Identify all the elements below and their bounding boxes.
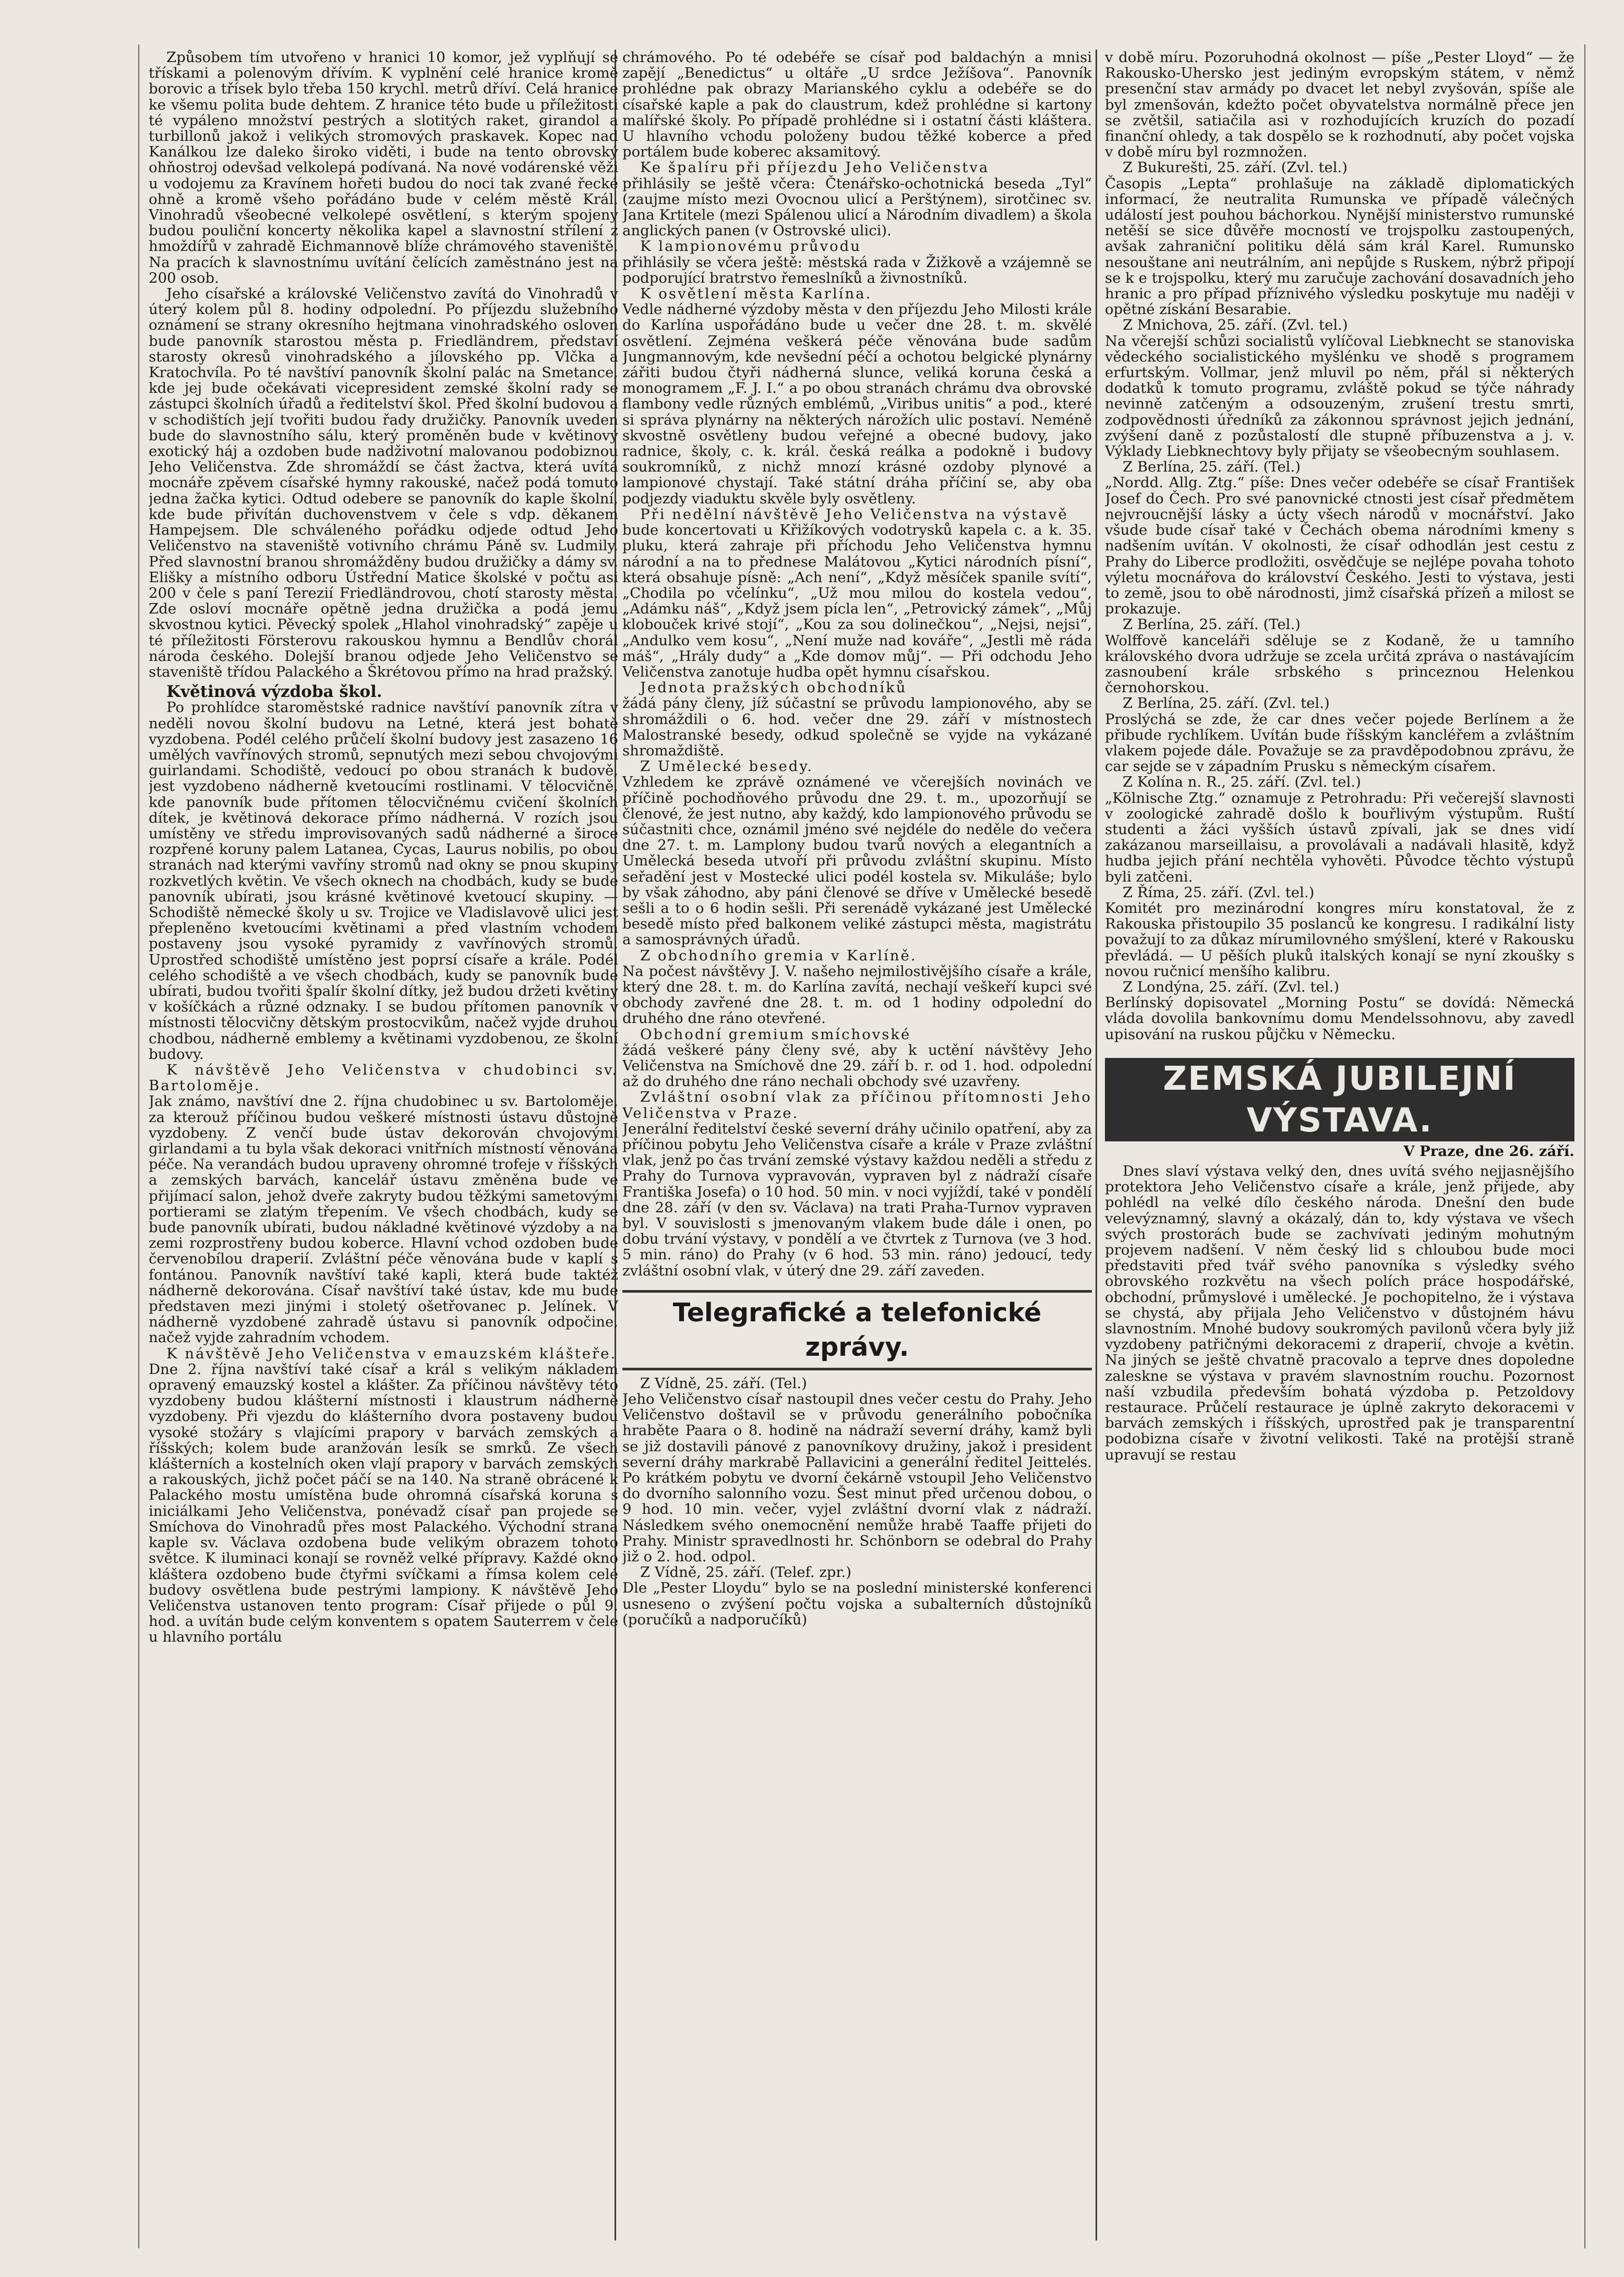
paragraph: Wolffově kanceláři sděluje se z Kodaně, že u tamního královského dvora udržuje se zcela určitá zpráva o nastávajícím zasnoubení krále srbského s princeznou Helenkou černohorskou. [1105, 632, 1574, 696]
paragraph: Proslýchá se zde, že car dnes večer pojede Berlínem a že přibude rychlíkem. Uvítán bude říšským kancléřem a zvláštním vlakem pojede dále. Považuje se za pravděpodobnou zprávu, že car sejde se v západním Prusku s německým císařem. [1105, 710, 1574, 775]
section-heading: Z Umělecké besedy. [640, 758, 814, 775]
section-heading: K návštěvě Jeho Veličenstva v emauzském klášteře. [166, 1345, 617, 1362]
section-heading: K lampionovému průvodu [640, 238, 861, 255]
paragraph: Dle „Pester Lloydu“ bylo se na poslední ministerské konferenci usneseno o zvýšení počtu vojska a subalterních důstojníků (poručíků a nadporučíků) [622, 1580, 1092, 1628]
dateline: Z Mnichova, 25. září. (Zvl. tel.) [1123, 317, 1348, 334]
paragraph: žádá pány členy, jíž súčastní se průvodu lampionového, aby se shromáždili o 6. hod. večer dne 29. září v místnostech Malostranské besedy, odkud společně se vyjde na vykázané shromaždiště. [622, 695, 1092, 759]
paragraph: přihlásily se ještě včera: Čtenářsko-ochotnická beseda „Tyl“ (zaujme místo mezi Ovocnou ulicí a Perštýnem), sirotčinec sv. Jana Krtitele (mezi Spálenou ulicí a Národním divadlem) a škola anglických panen (v Ostrovské ulici). [622, 175, 1092, 239]
exhibition-banner: ZEMSKÁ JUBILEJNÍ VÝSTAVA. [1105, 1058, 1574, 1141]
section-heading: Z obchodního gremia v Karlíně. [640, 947, 917, 964]
section-heading: Květinová výzdoba škol. [166, 682, 382, 702]
paragraph: Dne 2. října navštíví také císař a král s velikým nákladem opravený emauzský kostel a klášter. Za příčinou návštěvy této vyzdobeny budou klášterní místnosti i klaustrum nádherně vyzdobeny. Při vjezdu do klášterního dvora postaveny budou vysoké stožáry s vlajícími prapory v barvách zemských a říšských; kolem bude aranžován lesík se smrků. Ze všech klášterních a kostelních oken vlají prapory v barvách zemských a rakouských, jichž počet páčí se na 140. Na straně obrácené k Palackého mostu umístěna bude ohromná císařská koruna s iniciálkami Jeho Veličenstva, ponévadž císař pan projede se Smíchova do Vinohradů přes most Palackého. Východní strana kaple sv. Václava ozdobena bude velikým obrazem tohoto světce. K iluminaci konají se rovněž velké přípravy. Každé okno kláštera ozdobeno bude čtyřmi svíčkami a římsa kolem celé budovy osvětlena bude pestrými lampiony. K návštěvě Jeho Veličenstva ustanoven tento program: Císař přijede o půl 9. hod. a uvítán bude celým konventem s opatem Sauterrem v čele u hlavního portálu [149, 1360, 618, 1646]
dateline: Z Berlína, 25. září. (Tel.) [1123, 459, 1301, 476]
dateline: Z Bukurešti, 25. září. (Zvl. tel.) [1123, 159, 1348, 176]
paragraph: v době míru. Pozoruhodná okolnost — píše „Pester Lloyd“ — že Rakousko-Uhersko jest jediným evropským státem, v němž presenční stav armády po dvacet let nebyl zvyšován, spíše ale byl zmenšován, kdežto počet obyvatelstva normálně přece jen se zvětšil, satiačila asi v rozhodujících kruzích do pozadí finanční ohledy, a tak dospělo se k rozhodnutí, aby počet vojska v době míru byl rozmnožen. [1105, 50, 1574, 161]
paragraph: Jeho Veličenstvo císař nastoupil dnes večer cestu do Prahy. Jeho Veličenstvo doštavil se v průvodu generálního pobočníka hraběte Paara o 8. hodině na nádraží severní dráhy, kamž byli se již dostavili pánové z panovníkovy družiny, jakož i president severní dráhy markrabě Pallavicini a generální ředitel Jeittelés. Po krátkém pobytu ve dvorní čekárně vstoupil Jeho Veličenstvo do dvorního salonního vozu. Šest minut před určenou dobou, o 9 hod. 10 min. večer, vyjel zvláštní dvorní vlak z nádraží. Následkem svého onemocnění nemůže hrabě Taaffe přijeti do Prahy. Ministr spravedlnosti hr. Schönborn se odebral do Prahy již o 2. hod. odpol. [622, 1391, 1092, 1565]
paragraph: Dnes slaví výstava velký den, dnes uvítá svého nejjasnějšího protektora Jeho Veličenstvo císaře a krále, jenž přijede, aby pohlédl na velké dílo českého národa. Dnešní den bude velevýznamný, slavný a okázalý, dán to, kdy výstava ve všech svých prostorách bude se zachvívati jediným mohutným projevem nadšení. V něm český lid s chloubou bude moci představiti před tvář svého panovníka s výsledky svého obrovského rozkvětu na všech polích práce hospodářské, obchodní, průmyslové i umělecké. Je pochopitelno, že i výstava se chystá, aby přijala Jeho Veličenstvo v důstojném hávu slavnostním. Mnohé budovy soukromých pavilonů včera byly již vyzdobeny patřičnými dekoracemi z draperií, chvoje a květin. Na jiných se ještě chvatně pracovalo a teprve dnes dopoledne zaleskne se výstava v pravém slavnostním rouchu. Pozornost naší vzbudila především bohatá výzdoba p. Petzoldovy restaurace. Průčelí restaurace je úplně zakryto dekoracemi v barvách zemských i říšských, uprostřed pak je transparentní podobizna císaře v životní velikosti. Také na protější straně upravují se restau [1105, 1163, 1574, 1463]
column-3 [1105, 50, 1574, 2240]
dateline: Z Kolína n. R., 25. září. (Zvl. tel.) [1123, 774, 1361, 791]
column-1 [149, 50, 618, 2240]
paragraph: Jeho císařské a královské Veličenstvo zavítá do Vinohradů v úterý kolem půl 8. hodiny odpolední. Po příjezdu služebního oznámení se strany okresního hejtmana vinohradského osloven bude panovník starostou města p. Friedländrem, představí starosty okresů vinohradského a jílovského pp. Vlčka a Kratochvíla. Po té navštíví panovník školní palác na Smetance, kde jej bude očekávati vicepresident zemské školní rady se zástupci školních úřadů a ředitelství škol. Před školní budovou a v schodištích její tvořiti budou řady družičky. Panovník uveden bude do slavnostního sálu, který proměněn bude v květinový exotický háj a ozdoben bude nadživotní malovanou podobiznou Jeho Veličenstva. Zde shromáždí se část žactva, která uvítá mocnáře zpěvem císařské hymny rakouské, načež podá tomuto jedna žačka kytici. Odtud odebere se panovník do kaple školní, kde bude přivítán duchovenstvem v čele s vdp. děkanem Hampejsem. Dle schváleného pořádku odjede odtud Jeho Veličenstvo na staveniště votivního chrámu Páně sv. Ludmily. Před slavnostní branou shromážděny budou družičky a dámy sv. Elišky a místního odboru Ústřední Matice školské v počtu asi 200 v čele s paní Terezií Friedländrovou, chotí starosty města. Zde osloví mocnáře opětně jedna družička a podá jemu skvostnou kytici. Pěvecký spolek „Hlahol vinohradský“ zapěje u té příležitosti Försterovu rakouskou hymnu a Bendlův chorál národa českého. Dolejší branou odjede Jeho Veličenstvo se staveniště třídou Palackého a Škrétovou přímo na hrad pražský. [149, 285, 618, 680]
paragraph: Berlínský dopisovatel „Morning Postu“ se dovídá: Německá vláda dovolila bankovnímu domu Mendelssohnovu, aby zavedl upisování na ruskou půjčku v Německu. [1105, 994, 1574, 1043]
paragraph: Na počest návštěvy J. V. našeho nejmilostivějšího císaře a krále, který dne 28. t. m. do Karlína zavítá, nechají veškeří kupci své obchody zavřené dne 28. t. m. od 1 hodiny odpolední do druhého dne ráno otevřené. [622, 962, 1092, 1027]
section-heading: K návštěvě Jeho Veličenstva v chudobinci sv. Bartoloměje. [149, 1062, 618, 1094]
paragraph: Jenerální ředitelství české severní dráhy učinilo opatření, aby za příčinou pobytu Jeho Veličenstva císaře a krále v Praze zvláštní vlak, jenž po čas trvání zemské výstavy každou neděli a středu z Prahy do Turnova vypravován, vypraven byl z nádraží císaře Františka Josefa) o 10 hod. 50 min. v noci vyjíždí, také v pondělí dne 28. září (v den sv. Václava) na trati Praha-Turnov vypraven byl. V souvislosti s jmenovaným vlakem bude dále i onen, po dobu trvání výstavy, v pondělí a ve čtvrtek z Turnova (ve 3 hod. 5 min. ráno) do Prahy (v 6 hod. 53 min. ráno) jedoucí, tedy zvláštní osobní vlak, v úterý dne 29. září zaveden. [622, 1120, 1092, 1279]
paragraph: bude koncertovati u Křižíkových vodotrysků kapela c. a k. 35. pluku, která zahraje při příchodu Jeho Veličenstva hymnu národní a na to přednese Malátovou „Kytici národních písní“, která obsahuje písně: „Ach není“, „Když měsíček spanile svítí“, „Chodila po včelínku“, „Už mou milou do kostela vedou“, „Adámku náš“, „Když jsem pícla len“, „Petrovický zámek“, „Můj klobouček krivé stojí“, „Kou za sou dolinečkou“, „Nejsi, nejsi“, „Andulko vem kosu“, „Není muže nad kováře“, „Jestli mě ráda máš“, „Hrály dudy“ a „Kde domov můj“. — Při odchodu Jeho Veličenstva zanotuje hudba opět hymnu císařskou. [622, 522, 1092, 680]
paragraph: „Kölnische Ztg.“ oznamuje z Petrohradu: Při večerejší slavnosti v zoologické zahradě došlo k bouřlivým výstupům. Ruští studenti a žáci vyšších ústavů zpívali, jak se dnes vidí zakázanou marseillaisu, a provolávali a nadávali hlasitě, když hudba jejich přání nechtěla vyhověti. Původce těchto výstupů byli zatčeni. [1105, 789, 1574, 885]
paragraph: Na včerejší schůzi socialistů vylíčoval Liebknecht se stanoviska vědeckého socialistického myšlénku ve shodě s programem erfurtským. Vollmar, jenž mluvil po něm, přál si některých dodatků k tomuto programu, zvláště pokud se týče náhrady nevinně zatčeným a odsouzeným, zrušení trestu smrti, zodpovědnosti úředníků za zákonnou správnost jejich jednání, zvýšení daně z pozůstalostí dle stupně příbuzenstva a j. v. Výklady Liebknechtovy byly přijaty se všeobecným souhlasem. [1105, 332, 1574, 460]
section-heading: Obchodní gremium smíchovské [640, 1026, 911, 1043]
paragraph: Po prohlídce staroměstské radnice navštíví panovník zítra v neděli novou školní budovu na Letné, která jest bohatě vyzdobena. Podél celého průčelí školní budovy jest zasazeno 16 umělých vavřínových stromů, sepnutých mezi sebou chvojovými guirlandami. Schodiště, vedoucí po obou stranách k budově, jest vyzdobeno nádherně kvetoucími rostlinami. V tělocvičně, kde panovník bude přítomen tělocvičnému cvičení školních dítek, je květinová dekorace přímo nádherná. V rozích jsou umístěny ve středu improvisovaných sadů nádherné a široce rozpřené koruny palem Latanea, Cycas, Laurus nobilis, po obou stranách nad kterými vavříny stromů nad okny se pnou skupiny rozkvetlých květin. Ve všech oknech na chodbách, kudy se bude panovník ubírati, jsou krásné květinové kvetoucí skupiny. — Schodiště německé školy u sv. Trojice ve Vladislavově ulici jest přepleněno kvetoucími květinami a před vlastním vchodem postaveny jsou vysoké pyramidy z vavřínových stromů. Uprostřed schodiště umístěno jest poprsí císaře a krále. Podél celého schodiště a ve všech chodbách, kudy se panovník bude ubírati, budou tvořiti špalír školní dítky, jež budou držeti květiny v košíčkách a různé odznaky. I se budou přítomen panovník v místnosti tělocvičny dětským prostocvikům, načež vyjde druhou chodbou, nádherně emblemy a květinami vyzdobenou, ze školní budovy. [149, 699, 618, 1063]
paragraph: chrámového. Po té odebéře se císař pod baldachýn a mnisi zapějí „Benedictus“ u oltáře „U srdce Ježíšova“. Panovník prohlédne pak obrazy Marianského cyklu a odebéře se do císařské kaple a pak do claustrum, kdež prohlédne si kartony malířské školy. Po případě prohlédne si i ostatní části kláštera. U hlavního vchodu položeny budou těžké koberce a před portálem bude koberec aksamitový. [622, 50, 1092, 161]
section-heading: Jednota pražských obchodníků [640, 679, 907, 696]
paragraph: žádá veškeré pány členy své, aby k uctění návštěvy Jeho Veličenstva na Smíchově dne 29. září b. r. od 1. hod. odpolední až do druhého dne ráno nechali obchody své uzavřeny. [622, 1041, 1092, 1090]
dateline: Z Berlína, 25. září. (Tel.) [1123, 616, 1301, 633]
paragraph: „Nordd. Allg. Ztg.“ píše: Dnes večer odebéře se císař František Josef do Čech. Pro své panovnické ctnosti jest císař předmětem nejvroucnější lásky a úcty všech národů v mocnářství. Jako všude bude císař také v Čechách obema národními kmeny s nadšením uvítán. V okolnosti, že císař odhodlán jest cestu z Prahy do Liberce prodložiti, osvědčuje se nejlépe povaha tohoto výletu mocnářova do království Českého. Jesti to výstava, jesti to země, jsou to obě národnosti, jimž císařská přízeň a milost se prokazuje. [1105, 474, 1574, 618]
paragraph: přihlásily se včera ještě: městská rada v Žižkově a vzájemně se podporující bratrstvo řemeslníků a živnostníků. [622, 254, 1092, 286]
section-heading: Při nedělní návštěvě Jeho Veličenstva na výstavě [640, 505, 1068, 523]
column-2 [622, 50, 1092, 2240]
column-rule-2 [1096, 50, 1097, 2240]
paragraph: Způsobem tím utvořeno v hranici 10 komor, jež vyplňují se třískami a polenovým dřívím. K vyplnění celé hranice kromě borovic a třísek bylo třeba 150 krychl. metrů dříví. Celá hranice ke všemu polita bude dehtem. Z hranice této bude u příležitosti té vypáleno množství pestrých a slotitých raket, girandol a turbillonů jakož i velikých stromových praskavek. Kopec nad Kanálkou lze daleko široko viděti, i bude na tento obrovský ohňostroj odevšad velkolepá podívaná. Na nové vodárenské věži u vodojemu za Kravínem hořeti budou do noci tak zvané řecké ohně a kromě všeho pořádáno bude v celém městě Král. Vinohradů všeobecné velkolepé osvětlení, s kterým spojeny budou pouliční koncerty několika kapel a slavnostní střílení z hmoždířů v zahradě Eichmannově blíže chrámového staveniště. Na pracích k slavnostnímu uvítání čelících zaměstnáno jest na 200 osob. [149, 50, 618, 286]
telegraph-section-header: Telegrafické a telefonické zprávy. [622, 1290, 1092, 1370]
dateline: Z Vídně, 25. září. (Tel.) [640, 1375, 807, 1392]
paragraph: Vzhledem ke zprávě oznámené ve včerejších novinách ve příčině pochodňového průvodu dne 29. t. m., upozorňují se členové, že jest nutno, aby každý, kdo lampionového průvodu se súčastniti chce, oznámil jméno své nejdéle do neděle do večera dne 27. t. m. Lamplony budou tvarů nových a elegantních a Umělecká beseda utvoří při průvodu zvláštní skupinu. Místo seřadění jest v Mostecké ulici podél kostela sv. Mikuláše; bylo by však záhodno, aby páni členové se dříve v Umělecké besedě sešli a to o 6 hodin sešli. Při serenádě vykázané jest Umělecké besedě místo před balkonem veliké zástupci města, magistrátu a samosprávných úřadů. [622, 774, 1092, 948]
dateline: Z Říma, 25. září. (Zvl. tel.) [1123, 884, 1315, 901]
dateline: Z Londýna, 25. září. (Zvl. tel.) [1123, 978, 1340, 995]
paragraph: Časopis „Lepta“ prohlašuje na základě diplomatických informací, že neutralita Rumunska ve případě válečných událostí jest pouhou báchorkou. Nynější ministerstvo rumunské netěší se sice důvěře mocností ve trojspolku zastoupených, avšak zahraniční politiku dělá sám král Karel. Rumunsko nesouštane ani neutrálním, ani nepůjde s Ruskem, nýbrž připojí se k e trojspolku, který mu zaručuje zachování dosavadních jeho hranic a pro případ příznivého výsledku poskytuje mu naději v opětné získání Besarabie. [1105, 175, 1574, 318]
paragraph: Jak známo, navštíví dne 2. října chudobinec u sv. Bartoloměje, za kterouž příčinou budou veškeré místnosti ústavu důstojně vyzdobeny. Z venčí bude ústav dekorován chvojovými girlandami a tu byla však dekoraci vnitřních místností věnována péče. Na verandách budou upraveny ohromné trofeje v říšských a zemských barvách, kancelář ústavu změněna bude ve přijímací salon, jehož dveře zakryty budou těžkými sametovými portierami se zlatým třepením. Ve všech chodbách, kudy se bude panovník ubírati, budou nákladné květinové výzdoby a na zemi rozprostřeny budou koberce. Hlavní vchod ozdoben bude červenobílou draperií. Zvláštní péče věnována bude v kaplí s fontánou. Panovník navštíví také kapli, která bude taktéž nádherně dekorována. Císař navštíví také ústav, kde mu bude představen mezi jinými i stoletý ošetřovanec p. Jelínek. V nádherně vyzdobené zahradě ústavu si panovník odpočine, načež vyjde zahradním vchodem. [149, 1093, 618, 1346]
section-heading: Zvláštní osobní vlak za příčinou přítomnosti Jeho Veličenstva v Praze. [622, 1089, 1092, 1122]
paragraph: Vedle nádherné výzdoby města v den příjezdu Jeho Milosti krále do Karlína uspořádáno bude u večer dne 28. t. m. skvělé osvětlení. Zejména veškerá péče věnována bude sadům Jungmannovým, kde nevšední péčí a ochotou belgické plynárny zářiti budou čtyři nádherná slunce, veliká koruna česká a monogramem „F. J. I.“ a po obou stranách chrámu dva obrovské flambony vedle různých emblémů, „Viribus unitis“ a pod., které si správa plynárny na některých nárožích ulic postaví. Neméně skvostně osvětleny budou veřejné a obecné budovy, jako radnice, školy, c. k. král. česká reálka a podokně i budovy soukromníků, z nichž mnozí krásné ozdoby plynové a lampionové chystají. Také státní dráha příčiní se, aby oba podjezdy viaduktu skvěle byly osvětleny. [622, 301, 1092, 507]
dateline: V Praze, dne 26. září. [1403, 1142, 1574, 1160]
dateline: Z Vídně, 25. září. (Telef. zpr.) [640, 1564, 852, 1581]
dateline: Z Berlína, 25. září. (Zvl. tel.) [1123, 695, 1330, 712]
paragraph: Komitét pro mezinárodní kongres míru konstatoval, že z Rakouska přistoupilo 35 poslanců ke kongresu. I radikální listy považují to za důkaz mírumilovného smýšlení, které v Rakousku převládá. — U pěších pluků italských konají se nyní zkoušky s novou ručnicí menšího kalibru. [1105, 899, 1574, 980]
section-heading: Ke špalíru při příjezdu Jeho Veličenstva [640, 159, 990, 176]
section-heading: K osvětlení města Karlína. [640, 285, 872, 303]
